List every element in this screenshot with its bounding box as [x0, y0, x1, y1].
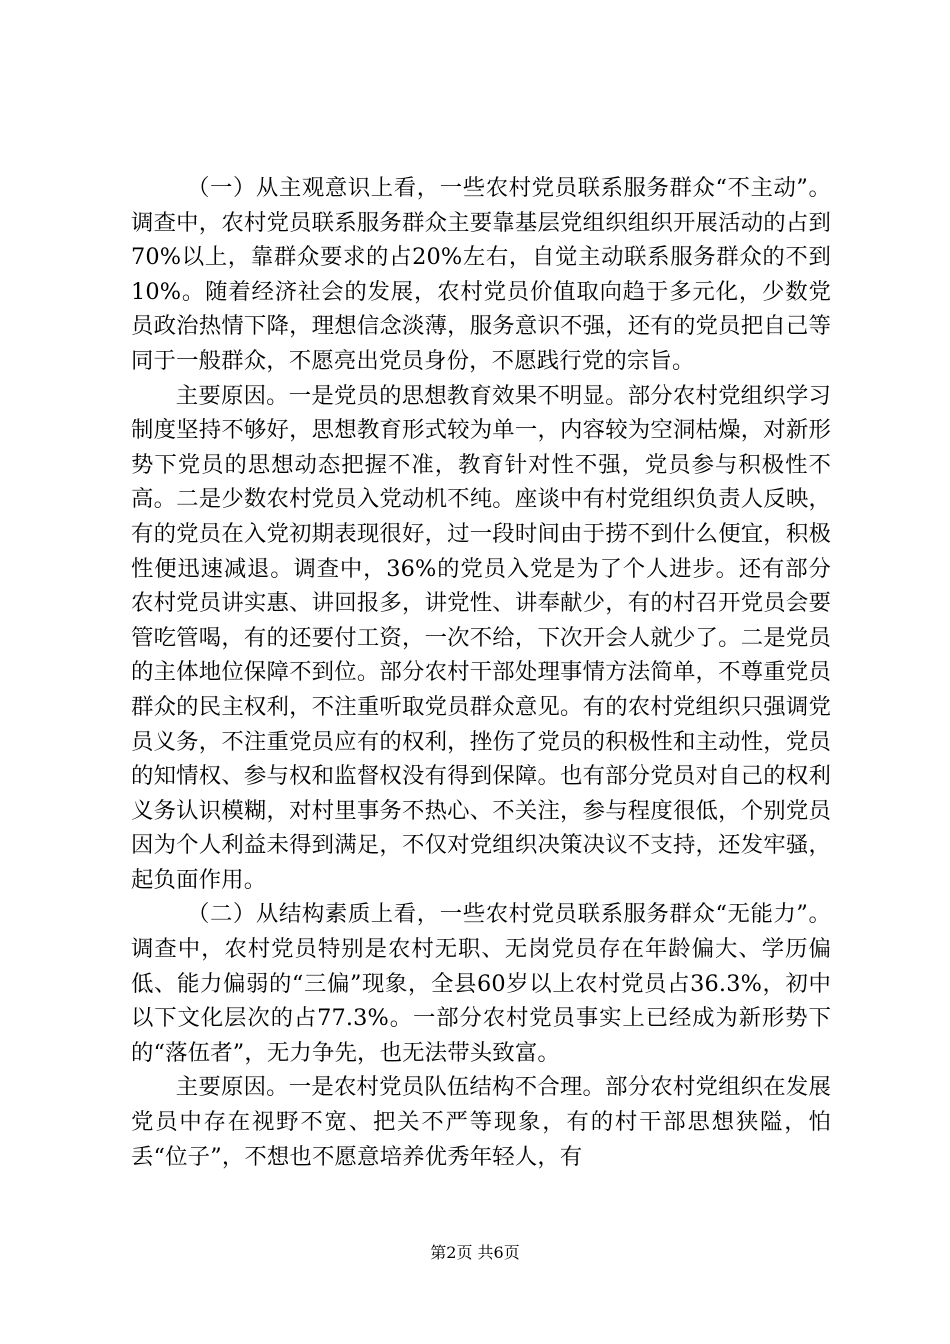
paragraph-subjective-awareness: （一）从主观意识上看，一些农村党员联系服务群众“不主动”。调查中，农村党员联系服务群众主要靠基层党组织组织开展活动的占到70%以上，靠群众要求的占20%左右，自觉主动联系服务群众的不到10%。随着经济社会的发展，农村党员价值取向趋于多元化，少数党员政治热情下降，理想信念淡薄，服务意识不强，还有的党员把自己等同于一般群众，不愿亮出党员身份，不愿践行党的宗旨。 — [131, 175, 831, 374]
paragraph-main-reasons-2: 主要原因。一是农村党员队伍结构不合理。部分农村党组织在发展党员中存在视野不宽、把关不严等现象，有的村干部思想狭隘，怕丢“位子”，不想也不愿意培养优秀年轻人，有 — [131, 1074, 831, 1170]
page-footer: 第2页 共6页 — [430, 1243, 520, 1262]
body-text — [131, 171, 831, 1174]
paragraph-structure-quality: （二）从结构素质上看，一些农村党员联系服务群众“无能力”。调查中，农村党员特别是农村无职、无岗党员存在年龄偏大、学历偏低、能力偏弱的“三偏”现象，全县60岁以上农村党员占36.3%，初中以下文化层次的占77.3%。一部分农村党员事实上已经成为新形势下的“落伍者”，无力争先，也无法带头致富。 — [131, 901, 831, 1066]
paragraph-main-reasons-1: 主要原因。一是党员的思想教育效果不明显。部分农村党组织学习制度坚持不够好，思想教育形式较为单一，内容较为空洞枯燥，对新形势下党员的思想动态把握不准，教育针对性不强，党员参与积极性不高。二是少数农村党员入党动机不纯。座谈中有村党组织负责人反映，有的党员在入党初期表现很好，过一段时间由于捞不到什么便宜，积极性便迅速减退。调查中，36%的党员入党是为了个人进步。还有部分农村党员讲实惠、讲回报多，讲党性、讲奉献少，有的村召开党员会要管吃管喝，有的还要付工资，一次不给，下次开会人就少了。二是党员的主体地位保障不到位。部分农村干部处理事情方法简单，不尊重党员群众的民主权利，不注重听取党员群众意见。有的农村党组织只强调党员义务，不注重党员应有的权利，挫伤了党员的积极性和主动性，党员的知情权、参与权和监督权没有得到保障。也有部分党员对自己的权利义务认识模糊，对村里事务不热心、不关注，参与程度很低，个别党员因为个人利益未得到满足，不仅对党组织决策决议不支持，还发牢骚，起负面作用。 — [131, 382, 831, 893]
